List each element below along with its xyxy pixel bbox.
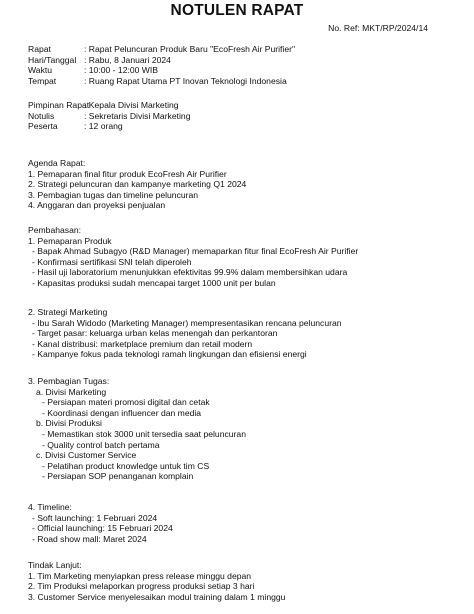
discussion-tasks — [28, 376, 464, 482]
info-value: : Ruang Rapat Utama PT Inovan Teknologi Indonesia — [84, 75, 287, 86]
info-row-date — [28, 55, 464, 66]
followup-section — [28, 560, 464, 602]
meeting-people — [28, 100, 464, 132]
info-row-place — [28, 76, 464, 87]
agenda-item: 3. Pembagian tugas dan timeline peluncuran — [28, 189, 199, 200]
timeline-item: - Road show mall: Maret 2024 — [32, 533, 147, 544]
discussion-point: - Hasil uji laboratorium menunjukkan efektivitas 99.9% dalam membersihkan udara — [32, 267, 348, 278]
discussion-point: - Konfirmasi sertifikasi SNI telah diperoleh — [32, 256, 192, 267]
agenda-section — [28, 158, 464, 211]
discussion-heading: Pembahasan: — [28, 225, 82, 235]
people-row-leader — [28, 100, 464, 111]
discussion-heading-block — [28, 225, 464, 289]
discussion-timeline — [28, 502, 464, 544]
people-key: Peserta — [28, 121, 58, 132]
meeting-info — [28, 44, 464, 86]
task-item: - Pelatihan product knowledge untuk tim CS — [42, 460, 210, 471]
people-value: : Sekretaris Divisi Marketing — [84, 110, 191, 121]
info-row-rapat — [28, 44, 464, 55]
info-key: Rapat — [28, 44, 51, 54]
discussion-point: - Ibu Sarah Widodo (Marketing Manager) mempresentasikan rencana peluncuran — [32, 317, 342, 328]
people-key: Pimpinan Rapat — [28, 100, 90, 110]
discussion-marketing — [28, 307, 464, 360]
people-row-peserta — [28, 121, 464, 132]
discussion-point: - Target pasar: keluarga urban kelas menengah dan perkantoran — [32, 328, 278, 339]
people-key: Notulis — [28, 110, 55, 121]
info-row-time — [28, 65, 464, 76]
info-key: Tempat — [28, 75, 57, 86]
info-key: Hari/Tanggal — [28, 54, 77, 65]
info-value: : Rapat Peluncuran Produk Baru "EcoFresh Air Purifier" — [84, 44, 296, 54]
people-value: : Kepala Divisi Marketing — [84, 100, 179, 110]
agenda-heading: Agenda Rapat: — [28, 158, 86, 168]
people-row-notulis — [28, 111, 464, 122]
agenda-item: 4. Anggaran dan proyeksi penjualan — [28, 200, 166, 211]
agenda-item: 2. Strategi peluncuran dan kampanye marketing Q1 2024 — [28, 179, 247, 190]
task-item: - Memastikan stok 3000 unit tersedia saat peluncuran — [42, 428, 246, 439]
task-group-title: a. Divisi Marketing — [36, 386, 107, 397]
discussion-point: - Kapasitas produksi sudah mencapai target 1000 unit per bulan — [32, 277, 276, 288]
task-group-title: c. Divisi Customer Service — [36, 450, 137, 461]
followup-item: 1. Tim Marketing menyiapkan press release minggu depan — [28, 570, 252, 581]
task-group-title: b. Divisi Produksi — [36, 418, 102, 429]
discussion-point: - Bapak Ahmad Subagyo (R&D Manager) memaparkan fitur final EcoFresh Air Purifier — [32, 246, 359, 257]
followup-heading: Tindak Lanjut: — [28, 560, 82, 570]
discussion-section-title: 3. Pembagian Tugas: — [28, 376, 110, 386]
reference-number: No. Ref: MKT/RP/2024/14 — [328, 23, 428, 33]
info-value: : Rabu, 8 Januari 2024 — [84, 54, 171, 65]
timeline-item: - Official launching: 15 Februari 2024 — [32, 523, 173, 534]
task-item: - Persiapan SOP penanganan komplain — [42, 471, 194, 482]
discussion-section-title: 1. Pemaparan Produk — [28, 235, 112, 246]
discussion-point: - Kanal distribusi: marketplace premium dan retail modern — [32, 338, 253, 349]
document-title: NOTULEN RAPAT — [170, 2, 304, 19]
info-key: Waktu — [28, 65, 53, 76]
task-item: - Quality control batch pertama — [42, 439, 160, 450]
followup-item: 2. Tim Produksi melaporkan progress produksi setiap 3 hari — [28, 581, 255, 592]
agenda-item: 1. Pemaparan final fitur produk EcoFresh Air Purifier — [28, 168, 227, 179]
followup-item: 3. Customer Service menyelesaikan modul training dalam 1 minggu — [28, 591, 286, 602]
people-value: : 12 orang — [84, 121, 123, 132]
timeline-item: - Soft launching: 1 Februari 2024 — [32, 512, 158, 523]
task-item: - Persiapan materi promosi digital dan cetak — [42, 397, 210, 408]
task-item: - Koordinasi dengan influencer dan media — [42, 407, 202, 418]
info-value: : 10:00 - 12:00 WIB — [84, 65, 159, 76]
discussion-point: - Kampanye fokus pada teknologi ramah lingkungan dan efisiensi energi — [32, 349, 307, 360]
discussion-section-title: 2. Strategi Marketing — [28, 307, 108, 317]
discussion-section-title: 4. Timeline: — [28, 502, 72, 512]
